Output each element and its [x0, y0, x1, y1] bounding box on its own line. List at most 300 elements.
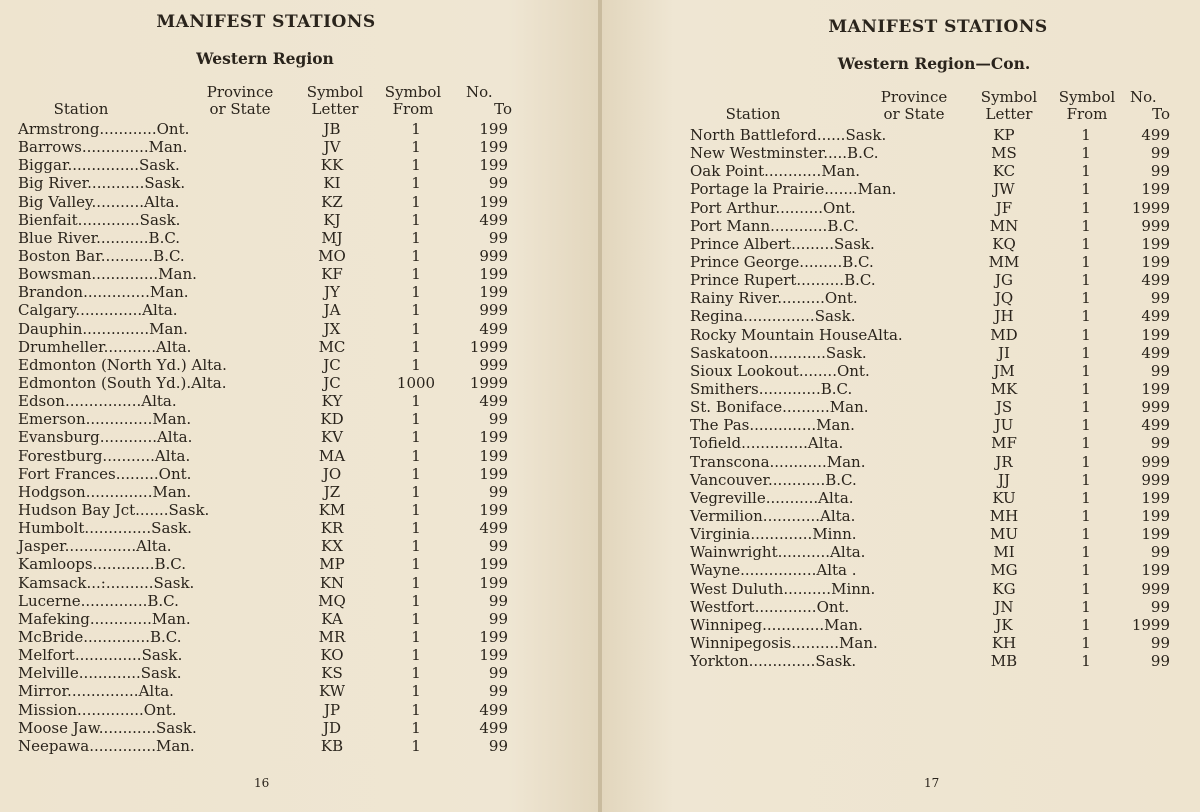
- symbol-letter-cell: MK: [990, 379, 1018, 398]
- symbol-from-cell: 1: [411, 265, 421, 284]
- symbol-letter-cell: MO: [318, 246, 346, 265]
- symbol-letter-cell: KM: [318, 500, 346, 519]
- header-no-to: No. To: [466, 83, 512, 118]
- symbol-letter-cell: JV: [323, 138, 341, 157]
- symbol-letter-cell: KA: [321, 609, 343, 628]
- symbol-letter-cell: MG: [990, 561, 1018, 580]
- page-number: 16: [254, 776, 270, 790]
- number-to-cell: 199: [1141, 325, 1170, 344]
- symbol-from-cell: 1: [411, 646, 421, 665]
- station-cell: Dauphin..............Man.: [18, 319, 188, 338]
- symbol-letter-cell: JP: [323, 700, 341, 719]
- region-subtitle: Western Region—Con.: [837, 54, 1031, 73]
- number-to-cell: 199: [1141, 180, 1170, 199]
- symbol-from-cell: 1: [1081, 506, 1091, 525]
- station-cell: Barrows..............Man.: [18, 138, 188, 157]
- station-cell: Emerson..............Man.: [18, 410, 192, 429]
- table-row: [18, 283, 518, 301]
- station-cell: Biggar...............Sask.: [18, 156, 180, 175]
- symbol-letter-cell: MS: [991, 144, 1017, 163]
- station-cell: Big River............Sask.: [18, 174, 186, 193]
- table-row: [690, 144, 1190, 162]
- number-to-cell: 199: [479, 500, 508, 519]
- symbol-from-cell: 1000: [396, 373, 436, 392]
- table-row: [18, 701, 518, 719]
- symbol-from-cell: 1: [1081, 416, 1091, 435]
- header-station: Station: [725, 105, 781, 123]
- symbol-from-cell: 1: [411, 519, 421, 538]
- header-province: Province or State: [880, 88, 948, 123]
- number-to-cell: 499: [1141, 343, 1170, 362]
- symbol-from-cell: 1: [411, 138, 421, 157]
- symbol-from-cell: 1: [1081, 434, 1091, 453]
- station-cell: Hodgson..............Man.: [18, 482, 192, 501]
- number-to-cell: 199: [1141, 561, 1170, 580]
- station-cell: Jasper...............Alta.: [18, 537, 172, 556]
- table-row: [690, 235, 1190, 253]
- number-to-cell: 99: [1150, 361, 1170, 380]
- symbol-letter-cell: KB: [320, 736, 344, 755]
- region-subtitle: Western Region: [196, 49, 334, 68]
- number-to-cell: 499: [479, 718, 508, 737]
- table-row: [18, 247, 518, 265]
- symbol-letter-cell: JD: [322, 718, 342, 737]
- station-cell: Transcona............Man.: [690, 452, 866, 471]
- symbol-from-cell: 1: [1081, 561, 1091, 580]
- number-to-cell: 499: [1141, 271, 1170, 290]
- symbol-letter-cell: JN: [994, 597, 1014, 616]
- header-symbol-from: Symbol From: [1058, 88, 1116, 123]
- symbol-letter-cell: KP: [993, 126, 1015, 144]
- symbol-letter-cell: JX: [323, 319, 341, 338]
- number-to-cell: 199: [479, 627, 508, 646]
- table-row: [690, 362, 1190, 380]
- header-province: Province or State: [206, 83, 274, 118]
- symbol-from-cell: 1: [1081, 597, 1091, 616]
- number-to-cell: 99: [1150, 434, 1170, 453]
- table-row: [690, 489, 1190, 507]
- symbol-from-cell: 1: [411, 464, 421, 483]
- symbol-from-cell: 1: [1081, 398, 1091, 417]
- number-to-cell: 99: [488, 537, 508, 556]
- number-to-cell: 499: [479, 700, 508, 719]
- number-to-cell: 199: [479, 283, 508, 302]
- table-row: [690, 344, 1190, 362]
- table-row: [690, 326, 1190, 344]
- station-cell: Drumheller...........Alta.: [18, 337, 192, 356]
- symbol-from-cell: 1: [411, 718, 421, 737]
- number-to-cell: 199: [479, 464, 508, 483]
- symbol-from-cell: 1: [411, 446, 421, 465]
- number-to-cell: 99: [1150, 289, 1170, 308]
- table-row: [18, 356, 518, 374]
- table-row: [18, 447, 518, 465]
- number-to-cell: 1999: [469, 337, 508, 356]
- table-row: [18, 465, 518, 483]
- station-cell: Wayne................Alta .: [690, 561, 857, 580]
- symbol-from-cell: 1: [1081, 652, 1091, 671]
- symbol-from-cell: 1: [411, 500, 421, 519]
- symbol-letter-cell: KQ: [992, 234, 1016, 253]
- table-row: [690, 253, 1190, 271]
- table-row: [18, 229, 518, 247]
- symbol-from-cell: 1: [1081, 452, 1091, 471]
- stations-table: [690, 126, 1190, 670]
- symbol-letter-cell: JU: [994, 416, 1014, 435]
- table-row: [690, 652, 1190, 670]
- symbol-from-cell: 1: [411, 591, 421, 610]
- table-row: [18, 719, 518, 737]
- number-to-cell: 499: [479, 210, 508, 229]
- symbol-from-cell: 1: [411, 573, 421, 592]
- right-page: [602, 0, 1200, 812]
- symbol-letter-cell: KX: [321, 537, 343, 556]
- page-number: 17: [924, 776, 940, 790]
- table-row: [18, 501, 518, 519]
- symbol-from-cell: 1: [411, 609, 421, 628]
- number-to-cell: 199: [479, 156, 508, 175]
- symbol-from-cell: 1: [1081, 525, 1091, 544]
- symbol-letter-cell: MP: [319, 555, 345, 574]
- symbol-from-cell: 1: [1081, 216, 1091, 235]
- symbol-from-cell: 1: [411, 156, 421, 175]
- number-to-cell: 499: [479, 319, 508, 338]
- station-cell: Moose Jaw............Sask.: [18, 718, 197, 737]
- page-title: MANIFEST STATIONS: [156, 12, 376, 32]
- number-to-cell: 499: [479, 519, 508, 538]
- station-cell: Armstrong............Ont.: [18, 120, 190, 138]
- table-row: [18, 156, 518, 174]
- number-to-cell: 199: [1141, 488, 1170, 507]
- station-cell: Prince George.........B.C.: [690, 252, 874, 271]
- table-row: [690, 543, 1190, 561]
- number-to-cell: 999: [479, 355, 508, 374]
- symbol-letter-cell: JC: [323, 355, 341, 374]
- symbol-from-cell: 1: [411, 192, 421, 211]
- symbol-letter-cell: MA: [318, 446, 346, 465]
- symbol-letter-cell: MC: [318, 337, 346, 356]
- table-row: [690, 507, 1190, 525]
- number-to-cell: 199: [479, 446, 508, 465]
- symbol-from-cell: 1: [1081, 234, 1091, 253]
- symbol-from-cell: 1: [411, 319, 421, 338]
- number-to-cell: 99: [488, 664, 508, 683]
- station-cell: Regina...............Sask.: [690, 307, 856, 326]
- symbol-letter-cell: JW: [993, 180, 1015, 199]
- number-to-cell: 1999: [1131, 615, 1170, 634]
- number-to-cell: 499: [1141, 307, 1170, 326]
- number-to-cell: 99: [1150, 633, 1170, 652]
- symbol-letter-cell: KN: [319, 573, 345, 592]
- number-to-cell: 199: [479, 555, 508, 574]
- table-row: [18, 301, 518, 319]
- symbol-from-cell: 1: [1081, 126, 1091, 144]
- symbol-from-cell: 1: [1081, 615, 1091, 634]
- number-to-cell: 99: [488, 682, 508, 701]
- station-cell: Rainy River..........Ont.: [690, 289, 858, 308]
- table-row: [18, 555, 518, 573]
- symbol-letter-cell: JG: [995, 271, 1013, 290]
- table-row: [690, 217, 1190, 235]
- symbol-letter-cell: MN: [989, 216, 1019, 235]
- symbol-letter-cell: KO: [320, 646, 344, 665]
- station-cell: Winnipegosis..........Man.: [690, 633, 878, 652]
- header-symbol-letter: Symbol Letter: [306, 83, 364, 118]
- table-row: [18, 392, 518, 410]
- symbol-from-cell: 1: [1081, 488, 1091, 507]
- symbol-from-cell: 1: [1081, 633, 1091, 652]
- symbol-letter-cell: JC: [323, 373, 341, 392]
- station-cell: Edmonton (South Yd.).Alta.: [18, 373, 227, 392]
- station-cell: Lucerne..............B.C.: [18, 591, 179, 610]
- table-row: [690, 180, 1190, 198]
- symbol-from-cell: 1: [411, 410, 421, 429]
- symbol-from-cell: 1: [1081, 144, 1091, 163]
- number-to-cell: 999: [1141, 216, 1170, 235]
- table-row: [690, 471, 1190, 489]
- table-row: [18, 737, 518, 755]
- number-to-cell: 99: [488, 410, 508, 429]
- symbol-from-cell: 1: [1081, 180, 1091, 199]
- station-cell: Brandon..............Man.: [18, 283, 189, 302]
- number-to-cell: 199: [1141, 525, 1170, 544]
- table-row: [690, 634, 1190, 652]
- station-cell: Forestburg...........Alta.: [18, 446, 191, 465]
- number-to-cell: 1999: [469, 373, 508, 392]
- symbol-from-cell: 1: [411, 174, 421, 193]
- symbol-letter-cell: MQ: [318, 591, 346, 610]
- table-row: [690, 580, 1190, 598]
- symbol-letter-cell: JK: [995, 615, 1013, 634]
- symbol-from-cell: 1: [1081, 289, 1091, 308]
- station-cell: Saskatoon............Sask.: [690, 343, 867, 362]
- symbol-from-cell: 1: [411, 392, 421, 411]
- number-to-cell: 99: [1150, 162, 1170, 181]
- number-to-cell: 99: [1150, 543, 1170, 562]
- symbol-from-cell: 1: [1081, 361, 1091, 380]
- symbol-letter-cell: MF: [991, 434, 1017, 453]
- station-cell: Smithers.............B.C.: [690, 379, 853, 398]
- symbol-letter-cell: JM: [993, 361, 1015, 380]
- symbol-letter-cell: MI: [993, 543, 1015, 562]
- number-to-cell: 499: [1141, 416, 1170, 435]
- number-to-cell: 1999: [1131, 198, 1170, 217]
- number-to-cell: 199: [479, 265, 508, 284]
- station-cell: Portage la Prairie.......Man.: [690, 180, 897, 199]
- number-to-cell: 499: [479, 392, 508, 411]
- table-row: [690, 289, 1190, 307]
- station-cell: Melville.............Sask.: [18, 664, 182, 683]
- symbol-letter-cell: JO: [322, 464, 342, 483]
- station-cell: Mission..............Ont.: [18, 700, 177, 719]
- number-to-cell: 99: [1150, 597, 1170, 616]
- number-to-cell: 999: [1141, 452, 1170, 471]
- station-cell: Mafeking.............Man.: [18, 609, 191, 628]
- station-cell: Port Arthur..........Ont.: [690, 198, 856, 217]
- symbol-letter-cell: KG: [992, 579, 1016, 598]
- symbol-letter-cell: KK: [320, 156, 344, 175]
- table-row: [18, 646, 518, 664]
- symbol-from-cell: 1: [411, 355, 421, 374]
- symbol-letter-cell: JH: [994, 307, 1014, 326]
- number-to-cell: 199: [479, 428, 508, 447]
- symbol-letter-cell: MJ: [321, 228, 343, 247]
- number-to-cell: 999: [479, 246, 508, 265]
- header-symbol-letter: Symbol Letter: [980, 88, 1038, 123]
- symbol-from-cell: 1: [1081, 470, 1091, 489]
- symbol-letter-cell: MB: [990, 652, 1018, 671]
- table-row: [18, 193, 518, 211]
- station-cell: Edmonton (North Yd.) Alta.: [18, 355, 227, 374]
- station-cell: Westfort.............Ont.: [690, 597, 850, 616]
- station-cell: Tofield..............Alta.: [690, 434, 844, 453]
- station-cell: Humbolt..............Sask.: [18, 519, 192, 538]
- station-cell: Winnipeg.............Man.: [690, 615, 863, 634]
- station-cell: Mirror...............Alta.: [18, 682, 174, 701]
- table-row: [690, 525, 1190, 543]
- left-page: [0, 0, 598, 812]
- symbol-from-cell: 1: [1081, 543, 1091, 562]
- station-cell: Vegreville...........Alta.: [690, 488, 854, 507]
- table-row: [690, 380, 1190, 398]
- table-row: [18, 174, 518, 192]
- symbol-from-cell: 1: [411, 700, 421, 719]
- symbol-from-cell: 1: [411, 627, 421, 646]
- symbol-letter-cell: JJ: [997, 470, 1011, 489]
- number-to-cell: 199: [1141, 506, 1170, 525]
- number-to-cell: 199: [479, 573, 508, 592]
- station-cell: Prince Rupert..........B.C.: [690, 271, 876, 290]
- table-row: [18, 592, 518, 610]
- symbol-from-cell: 1: [411, 228, 421, 247]
- header-symbol-from: Symbol From: [384, 83, 442, 118]
- table-row: [18, 374, 518, 392]
- table-row: [18, 265, 518, 283]
- symbol-letter-cell: KU: [992, 488, 1016, 507]
- station-cell: Vancouver............B.C.: [690, 470, 857, 489]
- number-to-cell: 99: [488, 228, 508, 247]
- table-row: [690, 453, 1190, 471]
- number-to-cell: 199: [1141, 234, 1170, 253]
- symbol-letter-cell: JQ: [994, 289, 1014, 308]
- station-cell: Yorkton..............Sask.: [690, 652, 857, 671]
- table-row: [18, 519, 518, 537]
- table-row: [18, 664, 518, 682]
- symbol-from-cell: 1: [411, 482, 421, 501]
- symbol-letter-cell: JR: [995, 452, 1013, 471]
- symbol-from-cell: 1: [411, 210, 421, 229]
- station-cell: Fort Frances.........Ont.: [18, 464, 192, 483]
- number-to-cell: 199: [479, 138, 508, 157]
- number-to-cell: 99: [488, 736, 508, 755]
- table-row: [18, 574, 518, 592]
- number-to-cell: 999: [1141, 398, 1170, 417]
- table-row: [690, 307, 1190, 325]
- symbol-letter-cell: JB: [323, 120, 341, 138]
- symbol-from-cell: 1: [1081, 579, 1091, 598]
- station-cell: Blue River...........B.C.: [18, 228, 181, 247]
- symbol-from-cell: 1: [411, 246, 421, 265]
- symbol-from-cell: 1: [411, 555, 421, 574]
- symbol-letter-cell: KZ: [321, 192, 343, 211]
- symbol-letter-cell: KD: [320, 410, 344, 429]
- station-cell: Vermilion............Alta.: [690, 506, 856, 525]
- number-to-cell: 999: [1141, 579, 1170, 598]
- number-to-cell: 99: [488, 482, 508, 501]
- number-to-cell: 99: [1150, 652, 1170, 671]
- symbol-from-cell: 1: [1081, 379, 1091, 398]
- number-to-cell: 99: [488, 174, 508, 193]
- station-cell: North Battleford......Sask.: [690, 126, 887, 144]
- table-row: [690, 271, 1190, 289]
- symbol-letter-cell: JS: [995, 398, 1013, 417]
- symbol-from-cell: 1: [411, 736, 421, 755]
- station-cell: Evansburg............Alta.: [18, 428, 193, 447]
- table-row: [18, 338, 518, 356]
- station-cell: The Pas..............Man.: [690, 416, 855, 435]
- table-row: [690, 616, 1190, 634]
- table-row: [690, 434, 1190, 452]
- number-to-cell: 99: [1150, 144, 1170, 163]
- symbol-letter-cell: KJ: [323, 210, 341, 229]
- station-cell: West Duluth..........Minn.: [690, 579, 876, 598]
- station-cell: Calgary..............Alta.: [18, 301, 178, 320]
- symbol-from-cell: 1: [411, 682, 421, 701]
- number-to-cell: 99: [488, 609, 508, 628]
- symbol-letter-cell: JF: [995, 198, 1013, 217]
- table-row: [18, 428, 518, 446]
- symbol-from-cell: 1: [1081, 307, 1091, 326]
- table-row: [18, 682, 518, 700]
- station-cell: Virginia.............Minn.: [690, 525, 857, 544]
- station-cell: Bowsman..............Man.: [18, 265, 197, 284]
- table-row: [18, 211, 518, 229]
- page-title: MANIFEST STATIONS: [828, 17, 1048, 37]
- table-row: [690, 598, 1190, 616]
- number-to-cell: 199: [479, 192, 508, 211]
- number-to-cell: 99: [488, 591, 508, 610]
- table-row: [690, 416, 1190, 434]
- station-cell: Neepawa..............Man.: [18, 736, 195, 755]
- station-cell: Rocky Mountain HouseAlta.: [690, 325, 903, 344]
- symbol-letter-cell: KW: [318, 682, 346, 701]
- number-to-cell: 199: [479, 120, 508, 138]
- symbol-letter-cell: KI: [323, 174, 341, 193]
- station-cell: Oak Point............Man.: [690, 162, 861, 181]
- number-to-cell: 999: [479, 301, 508, 320]
- table-row: [18, 537, 518, 555]
- station-cell: St. Boniface..........Man.: [690, 398, 869, 417]
- symbol-from-cell: 1: [1081, 198, 1091, 217]
- symbol-letter-cell: MR: [318, 627, 346, 646]
- symbol-letter-cell: KF: [321, 265, 343, 284]
- symbol-from-cell: 1: [1081, 343, 1091, 362]
- table-row: [690, 126, 1190, 144]
- station-cell: McBride..............B.C.: [18, 627, 182, 646]
- station-cell: Sioux Lookout........Ont.: [690, 361, 870, 380]
- number-to-cell: 199: [1141, 252, 1170, 271]
- table-row: [690, 561, 1190, 579]
- station-cell: Bienfait.............Sask.: [18, 210, 181, 229]
- symbol-from-cell: 1: [411, 301, 421, 320]
- symbol-from-cell: 1: [1081, 162, 1091, 181]
- symbol-letter-cell: KC: [992, 162, 1016, 181]
- symbol-letter-cell: MM: [988, 252, 1020, 271]
- symbol-letter-cell: KR: [320, 519, 344, 538]
- station-cell: Prince Albert.........Sask.: [690, 234, 875, 253]
- station-cell: Hudson Bay Jct.......Sask.: [18, 500, 210, 519]
- table-row: [18, 610, 518, 628]
